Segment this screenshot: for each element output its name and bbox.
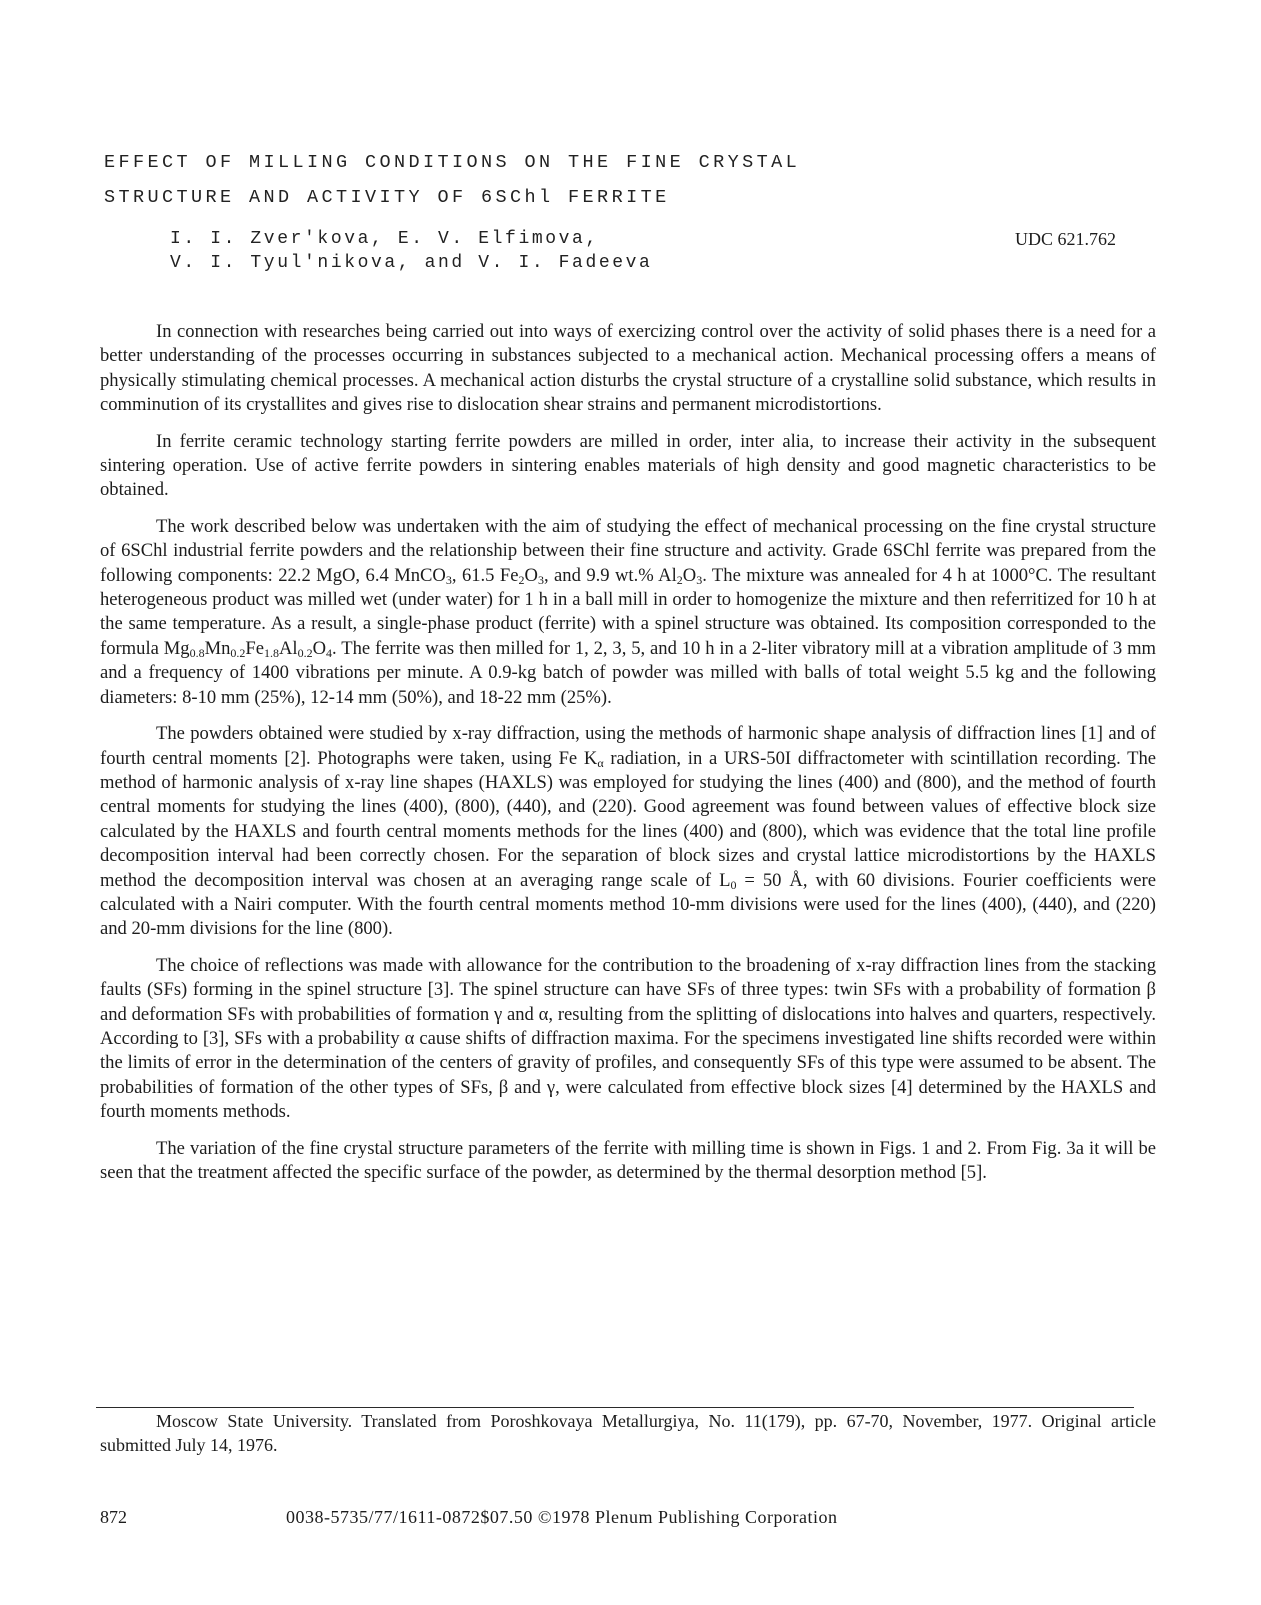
text-run: = 50 Å, with 60 divisions. Fourier coefficients were calculated with a Nairi computer. With the fourth central moments method 10-mm divisions were used for the lines (400), (440), and (220) and 20-mm divisions for the line (800). <box>100 869 1156 940</box>
subscript: 3 <box>537 572 544 587</box>
footnote-divider <box>96 1407 1134 1408</box>
text-run: O <box>682 564 697 586</box>
text-run: Fe <box>245 637 264 659</box>
copyright-line: 0038-5735/77/1611-0872$07.50 ©1978 Plenum Publishing Corporation <box>286 1507 838 1527</box>
paragraph-5: The choice of reflections was made with allowance for the contribution to the broadening of x-ray diffraction lines from the stacking faults (SFs) forming in the spinel structure [3]. The spinel structure can have SFs of three types: twin SFs with a probability of formation β and deformation SFs with probabilities of formation γ and α, resulting from the splitting of dislocations into halves and quarters, respectively. According to [3], SFs with a probability α cause shifts of diffraction maxima. For the specimens investigated line shifts recorded were within the limits of error in the determination of the centers of gravity of profiles, and consequently SFs of this type were assumed to be absent. The probabilities of formation of the other types of SFs, β and γ, were calculated from effective block sizes [4] determined by the HAXLS and fourth moments methods. <box>100 954 1156 1123</box>
text-run: O <box>524 564 538 586</box>
paragraph-3 <box>100 515 1156 710</box>
subscript: 2 <box>676 572 683 587</box>
text-run: Al <box>279 637 298 659</box>
subscript: 1.8 <box>264 645 279 660</box>
text-run: radiation, in a URS-50I diffractometer with scintillation recording. The method of harmonic analysis of x-ray line shapes (HAXLS) was employed for studying the lines (400) and (800), and the method of fourth central moments for studying the lines (400), (800), (440), and (220). Good agreement was found between values of effective block size calculated by the HAXLS and fourth central moments methods for the lines (400) and (800), which was evidence that the total line profile decomposition interval had been correctly chosen. For the separation of block sizes and crystal lattice microdistortions by the HAXLS method the decomposition interval was chosen at an averaging range scale of L <box>100 747 1157 891</box>
authors-line-2: V. I. Tyul'nikova, and V. I. Fadeeva <box>170 253 653 273</box>
page-number: 872 <box>100 1507 127 1527</box>
paragraph-4 <box>100 722 1156 942</box>
subscript: 2 <box>518 572 525 587</box>
paragraph-1: In connection with researches being carried out into ways of exercizing control over the activity of solid phases there is a need for a better understanding of the processes occurring in substances subjected to a mechanical action. Mechanical processing offers a means of physically stimulating chemical processes. A mechanical action disturbs the crystal structure of a crystalline solid substance, which results in comminution of its crystallites and gives rise to dislocation shear strains and permanent microdistortions. <box>100 321 1156 416</box>
authors-line-1: I. I. Zver'kova, E. V. Elfimova, <box>170 229 599 249</box>
text-run: , 61.5 Fe <box>451 564 519 586</box>
text-run: The work described below was undertaken with the aim of studying the effect of mechanical processing on the fine crystal structure of 6SChl industrial ferrite powders and the relationship between their fine structure and activity. Grade 6SChl ferrite was prepared from the following components: 22.2 MgO, 6.4 MnCO <box>100 515 1156 586</box>
text-run: Mn <box>204 637 231 659</box>
title-line-1: EFFECT OF MILLING CONDITIONS ON THE FINE CRYSTAL <box>104 152 801 173</box>
subscript: 0 <box>730 877 737 892</box>
footnote-text: Moscow State University. Translated from Poroshkovaya Metallurgiya, No. 11(179), pp. 67-70, November, 1977. Original article submitted July 14, 1976. <box>100 1411 1156 1455</box>
author-list <box>170 227 870 275</box>
subscript: 4 <box>326 645 333 660</box>
subscript: α <box>597 755 604 770</box>
subscript: 0.8 <box>189 645 205 660</box>
subscript: 0.2 <box>230 645 246 660</box>
paragraph-6: The variation of the fine crystal structure parameters of the ferrite with milling time is shown in Figs. 1 and 2. From Fig. 3a it will be seen that the treatment affected the specific surface of the powder, as determined by the thermal desorption method [5]. <box>100 1137 1156 1183</box>
text-run: The powders obtained were studied by x-ray diffraction, using the methods of harmonic shape analysis of diffraction lines [1] and of fourth central moments [2]. Photographs were taken, using Fe K <box>100 723 1156 769</box>
article-body <box>100 320 1156 1197</box>
subscript: 3 <box>696 572 703 587</box>
subscript: 3 <box>445 572 452 587</box>
footnote <box>100 1409 1156 1457</box>
article-title <box>104 145 1144 215</box>
paragraph-2: In ferrite ceramic technology starting ferrite powders are milled in order, inter alia, to increase their activity in the subsequent sintering operation. Use of active ferrite powders in sintering enables materials of high density and good magnetic characteristics to be obtained. <box>100 430 1156 501</box>
text-run: . The mixture was annealed for 4 h at 1000°C. The resultant heterogeneous product was milled wet (under water) for 1 h in a ball mill in order to homogenize the mixture and then referritized for 10 h at the same temperature. As a result, a single-phase product (ferrite) with a spinel structure was obtained. Its composition corresponded to the formula Mg <box>100 564 1156 659</box>
text-run: O <box>312 637 327 659</box>
udc-code: UDC 621.762 <box>1015 229 1117 249</box>
text-run: , and 9.9 wt.% Al <box>543 564 677 586</box>
text-run: . The ferrite was then milled for 1, 2, 3, 5, and 10 h in a 2-liter vibratory mill at a vibration amplitude of 3 mm and a frequency of 1400 vibrations per minute. A 0.9-kg batch of powder was milled with balls of total weight 5.5 kg and the following diameters: 8-10 mm (25%), 12-14 mm (50%), and 18-22 mm (25%). <box>100 637 1156 708</box>
subscript: 0.2 <box>297 645 313 660</box>
title-line-2: STRUCTURE AND ACTIVITY OF 6SChl FERRITE <box>104 187 670 208</box>
